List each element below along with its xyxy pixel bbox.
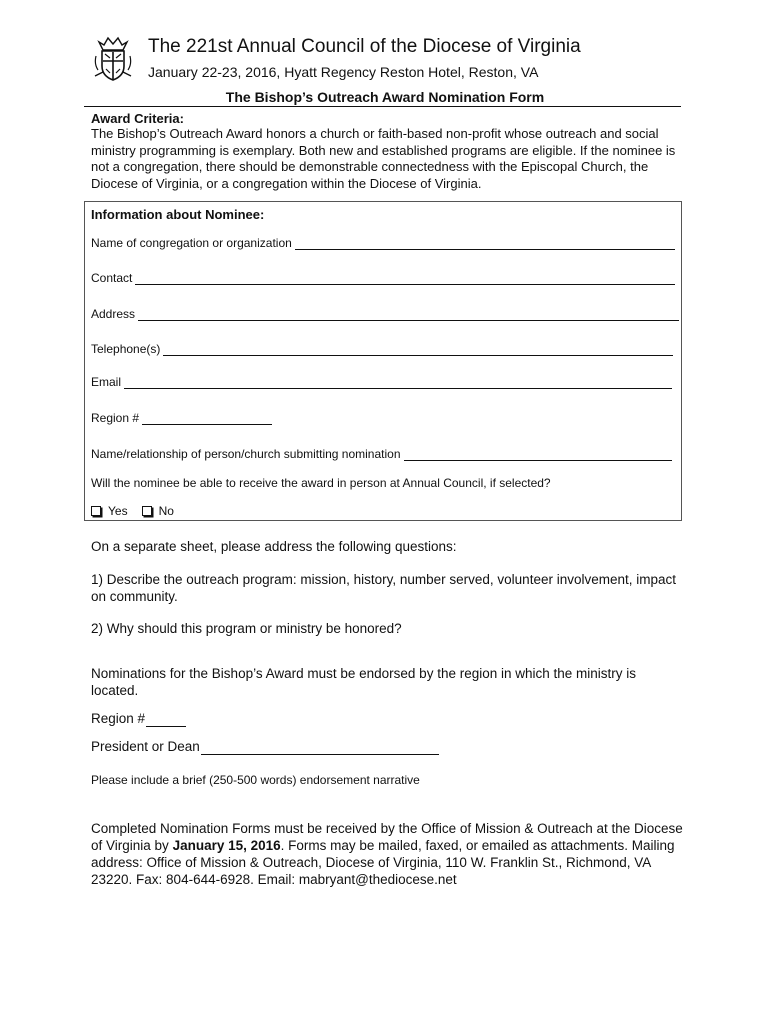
endorse-region-label: Region # xyxy=(91,711,146,726)
telephone-field[interactable] xyxy=(91,342,673,356)
endorsement-text: Nominations for the Bishop’s Award must be endorsed by the region in which the ministry is located. xyxy=(91,666,637,698)
name-field-line[interactable] xyxy=(295,237,675,250)
page-title: The 221st Annual Council of the Diocese of Virginia xyxy=(148,36,581,57)
name-field[interactable] xyxy=(91,236,675,250)
president-field[interactable] xyxy=(91,738,439,755)
questions-intro: On a separate sheet, please address the following questions: xyxy=(91,539,457,554)
endorse-region-field[interactable] xyxy=(91,710,186,727)
question-2: 2) Why should this program or ministry be honored? xyxy=(91,621,402,636)
event-subtitle: January 22-23, 2016, Hyatt Regency Reston Hotel, Reston, VA xyxy=(148,64,539,80)
telephone-field-label: Telephone(s) xyxy=(91,342,161,356)
address-field-line[interactable] xyxy=(138,308,679,321)
submitter-field-label: Name/relationship of person/church submitting nomination xyxy=(91,447,401,461)
contact-field[interactable] xyxy=(91,271,675,285)
header-divider xyxy=(84,106,681,107)
no-checkbox[interactable] xyxy=(142,506,152,516)
president-line[interactable] xyxy=(201,741,439,755)
email-field-label: Email xyxy=(91,375,122,389)
closing-part-2: . Forms may be mailed, faxed, or emailed as attachments. Mailing address: Office of Mission & Outreach, Diocese of Virginia, 110 W. Franklin St., Richmond, VA 23220. Fax: 804-644-6928. Email: mabryant@thediocese.net xyxy=(91,838,675,887)
closing-instructions xyxy=(91,820,683,888)
narrative-note: Please include a brief (250-500 words) endorsement narrative xyxy=(91,773,420,787)
award-criteria-text: The Bishop’s Outreach Award honors a church or faith-based non-profit whose outreach and social ministry programming is exemplary. Both new and established programs are eligible. If the nominee is not a congregation, there should be demonstrable connectedness with the Episcopal Church, the Diocese of Virginia, or a congregation within the Diocese of Virginia. xyxy=(91,126,676,191)
form-title: The Bishop’s Outreach Award Nomination Form xyxy=(225,89,545,105)
email-field-line[interactable] xyxy=(124,376,672,389)
address-field-label: Address xyxy=(91,307,136,321)
region-field-label: Region # xyxy=(91,411,140,425)
no-label: No xyxy=(158,504,174,518)
award-criteria-heading: Award Criteria: xyxy=(91,111,184,126)
yes-checkbox[interactable] xyxy=(91,506,101,516)
deadline-date: January 15, 2016 xyxy=(172,838,281,853)
diocese-seal-logo xyxy=(92,36,134,82)
email-field[interactable] xyxy=(91,375,672,389)
nominee-info-heading: Information about Nominee: xyxy=(91,207,265,222)
question-1: 1) Describe the outreach program: mission, history, number served, volunteer involvement, impact on community. xyxy=(91,572,677,604)
attendance-options xyxy=(91,504,174,518)
name-field-label: Name of congregation or organization xyxy=(91,236,292,250)
closing-part-1: Completed Nomination Forms must be received by the Office of Mission & Outreach at the Diocese of Virginia by xyxy=(91,821,683,853)
region-field[interactable] xyxy=(91,411,272,425)
president-label: President or Dean xyxy=(91,739,200,754)
address-field[interactable] xyxy=(91,307,679,321)
contact-field-line[interactable] xyxy=(135,272,675,285)
submitter-field-line[interactable] xyxy=(404,448,673,461)
telephone-field-line[interactable] xyxy=(163,343,673,356)
contact-field-label: Contact xyxy=(91,271,133,285)
submitter-field[interactable] xyxy=(91,447,672,461)
yes-label: Yes xyxy=(108,504,128,518)
region-field-line[interactable] xyxy=(142,412,272,425)
endorse-region-line[interactable] xyxy=(146,713,186,727)
attendance-question: Will the nominee be able to receive the award in person at Annual Council, if selected? xyxy=(91,476,551,490)
